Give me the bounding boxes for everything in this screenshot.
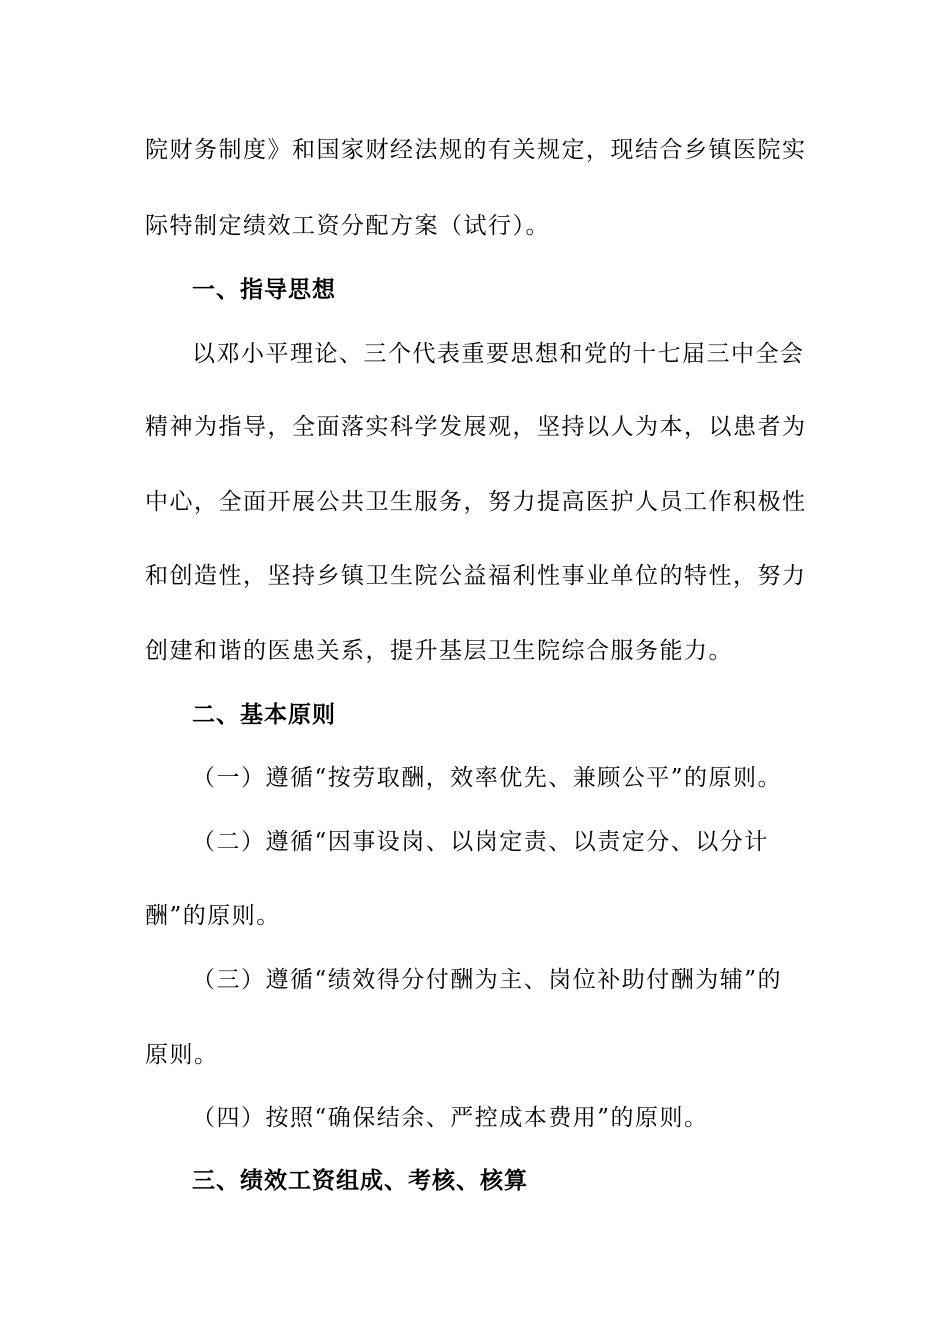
text-line: 创建和谐的医患关系，提升基层卫生院综合服务能力。 bbox=[145, 638, 733, 664]
paragraph-first-line: 以邓小平理论、三个代表重要思想和党的十七届三中全会 bbox=[192, 341, 805, 367]
text-line: 中心，全面开展公共卫生服务，努力提高医护人员工作积极性 bbox=[145, 489, 807, 515]
section-heading: 三、绩效工资组成、考核、核算 bbox=[192, 1168, 528, 1194]
text-line: 精神为指导，全面落实科学发展观，坚持以人为本，以患者为 bbox=[145, 414, 807, 440]
list-item: （四）按照“确保结余、严控成本费用”的原则。 bbox=[192, 1105, 709, 1131]
text-line: 酬”的原则。 bbox=[145, 903, 281, 929]
text-line: 原则。 bbox=[145, 1042, 219, 1068]
list-item: （一）遵循“按劳取酬，效率优先、兼顾公平”的原则。 bbox=[192, 765, 783, 791]
list-item: （三）遵循“绩效得分付酬为主、岗位补助付酬为辅”的 bbox=[192, 967, 783, 993]
text-line: 院财务制度》和国家财经法规的有关规定，现结合乡镇医院实 bbox=[145, 137, 807, 163]
section-heading: 一、指导思想 bbox=[192, 277, 336, 303]
text-line: 和创造性，坚持乡镇卫生院公益福利性事业单位的特性，努力 bbox=[145, 563, 807, 589]
list-item: （二）遵循“因事设岗、以岗定责、以责定分、以分计 bbox=[192, 829, 769, 855]
text-line: 际特制定绩效工资分配方案（试行）。 bbox=[145, 213, 550, 239]
section-heading: 二、基本原则 bbox=[192, 702, 336, 728]
